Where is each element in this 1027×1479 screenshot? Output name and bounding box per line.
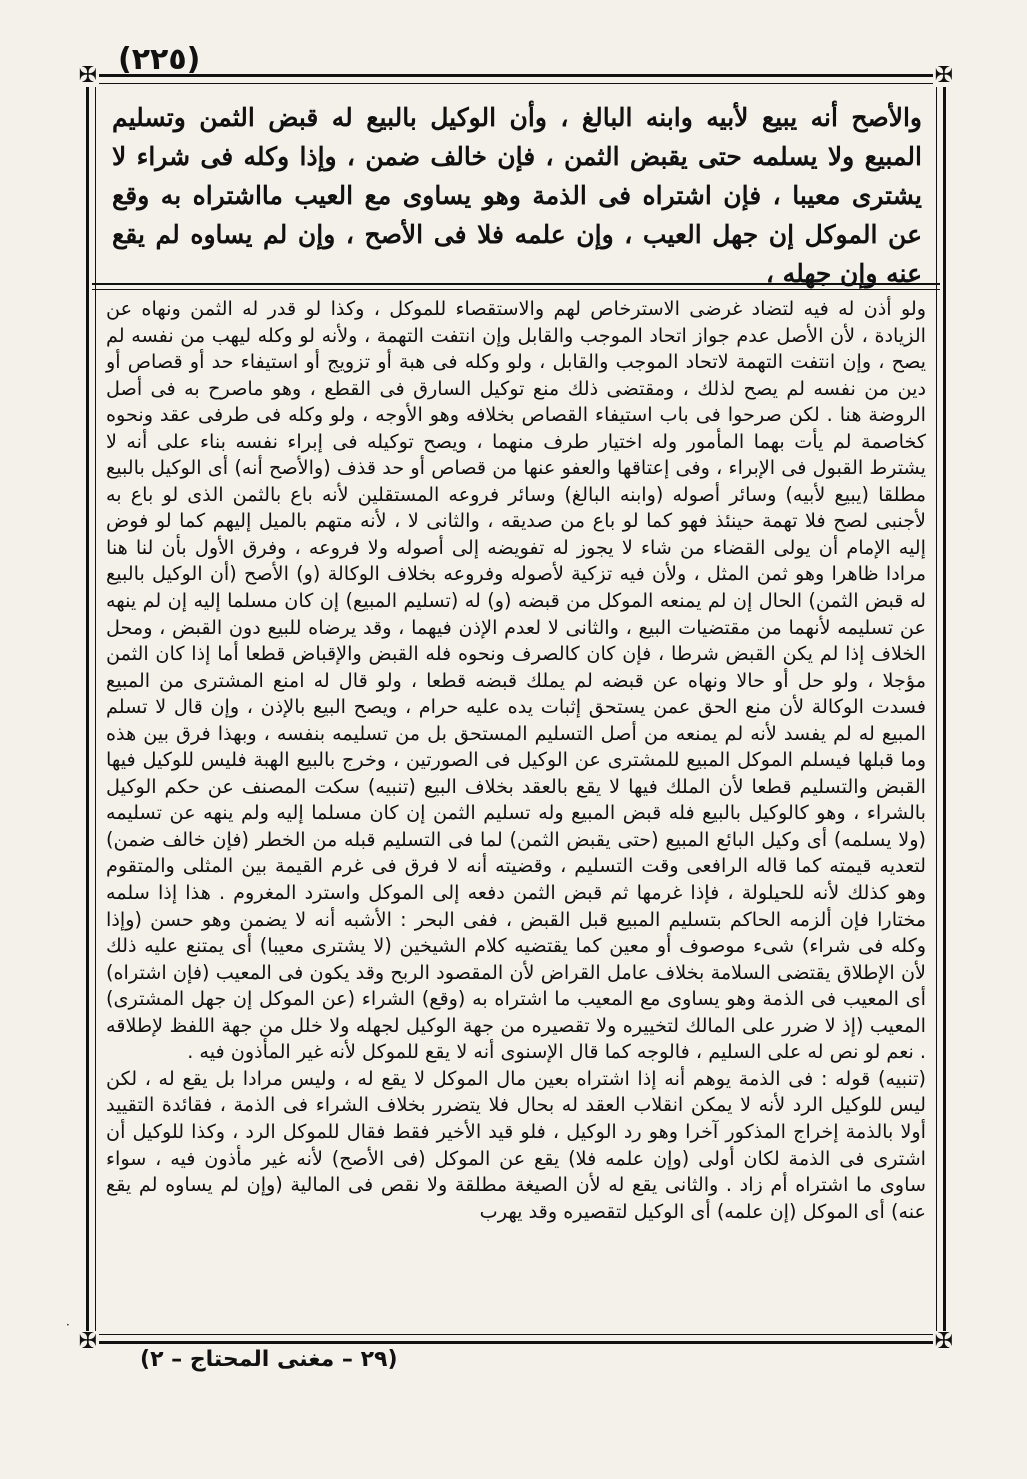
corner-ornament-icon: ✠	[78, 1329, 98, 1354]
corner-ornament-icon: ✠	[934, 63, 954, 88]
commentary-paragraph: ولو أذن له فيه لتضاد غرضى الاسترخاص لهم والاستقصاء للموكل ، وكذا لو قدر له الثمن ونهاه عن الزيادة ، لأن الأصل عدم جواز اتحاد الموجب والقابل وإن انتفت التهمة ، ولأنه لو وكله ليهب من نفسه لم يصح ، وإن انتفت التهمة لاتحاد الموجب والقابل ، ولو وكله فى هبة أو تزويج أو استيفاء حد أو قصاص أو دين من نفسه لم يصح لذلك ، ومقتضى ذلك منع توكيل السارق فى القطع ، وهو ماصرح به فى أصل الروضة هنا . لكن صرحوا فى باب استيفاء القصاص بخلافه وهو الأوجه ، ولو وكله فى طرفى عقد ونحوه كخاصمة لم يأت بهما المأمور وله اختيار طرف منهما ، ويصح توكيله فى إبراء نفسه بناء على أنه لا يشترط القبول فى الإبراء ، وفى إعتاقها والعفو عنها من قصاص أو حد قذف (والأصح أنه) أى الوكيل بالبيع مطلقا (يبيع لأبيه) وسائر أصوله (وابنه البالغ) وسائر فروعه المستقلين لأنه باع بالثمن الذى لو باع به لأجنبى لصح فلا تهمة حينئذ فهو كما لو باع من صديقه ، والثانى لا ، لأنه متهم بالميل إليهم كما لو فوض إليه الإمام أن يولى القضاء من شاء لا يجوز له تفويضه إلى أصوله ولا فروعه ، وفرق الأول بأن لنا هنا مرادا ظاهرا وهو ثمن المثل ، ولأن فيه تزكية لأصوله وفروعه بخلاف الوكالة (و) الأصح (أن الوكيل بالبيع له قبض الثمن) الحال إن لم يمنعه الموكل من قبضه (و) له (تسليم المبيع) إن كان مسلما إليه إن لم ينهه عن تسليمه لأنهما من مقتضيات البيع ، والثانى لا لعدم الإذن فيهما ، وقد يرضاه للبيع دون القبض ، ومحل الخلاف إذا لم يكن القبض شرطا ، فإن كان كالصرف ونحوه فله القبض والإقباض قطعا أما إذا كان الثمن مؤجلا ، ولو حل أو حالا ونهاه عن قبضه لم يملك قبضه قطعا ، ولو قال له امنع المشترى من المبيع فسدت الوكالة لأن منع الحق عمن يستحق إثبات يده عليه حرام ، ويصح البيع بالإذن ، وإن قال لا تسلم المبيع له لم يفسد لأنه لم يمنعه من أصل التسليم المستحق بل من تسليمه بنفسه ، وبهذا فرق بين هذه وما قبلها فيسلم الموكل المبيع للمشترى عن الوكيل فى الصورتين ، وخرج بالبيع الهبة فليس للوكيل فيها القبض والتسليم قطعا لأن الملك فيها لا يقع بالعقد بخلاف البيع (تنبيه) سكت المصنف عن حكم الوكيل بالشراء ، وهو كالوكيل بالبيع فله قبض المبيع وله تسليم الثمن إن كان مسلما إليه ولم ينهه عن تسليمه (ولا يسلمه) أى وكيل البائع المبيع (حتى يقبض الثمن) لما فى التسليم قبله من الخطر (فإن خالف ضمن) لتعديه قيمته كما قاله الرافعى وقت التسليم ، وقضيته أنه لا فرق فى غرم القيمة بين المثلى والمتقوم وهو كذلك لأنه للحيلولة ، فإذا غرمها ثم قبض الثمن دفعه إلى الموكل واسترد المغروم . هذا إذا سلمه مختارا فإن ألزمه الحاكم بتسليم المبيع قبل القبض ، ففى البحر : الأشبه أنه لا يضمن وهو حسن (وإذا وكله فى شراء) شىء موصوف أو معين كما يقتضيه كلام الشيخين (لا يشترى معيبا) أى يمتنع عليه ذلك لأن الإطلاق يقتضى السلامة بخلاف عامل القراض لأن المقصود الربح وقد يكون فى المعيب (فإن اشتراه) أى المعيب فى الذمة وهو يساوى مع المعيب ما اشتراه به (وقع) الشراء (عن الموكل إن جهل المشترى) المعيب (إذ لا ضرر على المالك لتخييره ولا تقصيره من جهة الوكيل لجهله ولا خلل من جهة اللفظ لإطلاقه . نعم لو نص له على السليم ، فالوجه كما قال الإسنوى أنه لا يقع للموكل لأنه غير المأذون فيه .	[106, 297, 926, 1064]
corner-ornament-icon: ✠	[934, 1329, 954, 1354]
commentary	[106, 296, 926, 1225]
commentary-paragraph: (تنبيه) قوله : فى الذمة يوهم أنه إذا اشتراه بعين مال الموكل لا يقع له ، وليس مرادا بل يقع له ، لكن ليس للوكيل الرد لأنه لا يمكن انقلاب العقد له بحال فلا يتضرر بخلاف الشراء فى الذمة ، فقائدة التقييد أولا بالذمة إخراج المذكور آخرا وهو رد الوكيل ، فلو قيد الأخير فقط فقال للموكل الرد ، وكذا للوكيل أن اشترى فى الذمة لكان أولى (وإن علمه فلا) يقع عن الموكل (فى الأصح) لأنه غير مأذون فيه ، سواء ساوى ما اشتراه أم زاد . والثانى يقع له لأن الصيغة مطلقة ولا نقص فى المالية (وإن لم يساوه لم يقع عنه) أى الموكل (إن علمه) أى الوكيل لتقصيره وقد يهرب	[106, 1066, 926, 1223]
matn-text: والأصح أنه يبيع لأبيه وابنه البالغ ، وأن الوكيل بالبيع له قبض الثمن وتسليم المبيع ولا يسلمه حتى يقبض الثمن ، فإن خالف ضمن ، وإذا وكله فى شراء لا يشترى معيبا ، فإن اشتراه فى الذمة وهو يساوى مع العيب مااشتراه به وقع عن الموكل إن جهل العيب ، وإن علمه فلا فى الأصح ، وإن لم يساوه لم يقع عنه وإن جهله ،	[112, 103, 922, 288]
page-footer: (٢٩ – مغنى المحتاج – ٢)	[140, 1347, 398, 1372]
corner-ornament-icon: ✠	[78, 63, 98, 88]
section-divider-thin	[92, 289, 940, 290]
margin-mark: ·	[66, 1318, 70, 1332]
page-number: (٢٢٥)	[118, 42, 201, 77]
section-divider	[92, 283, 940, 285]
